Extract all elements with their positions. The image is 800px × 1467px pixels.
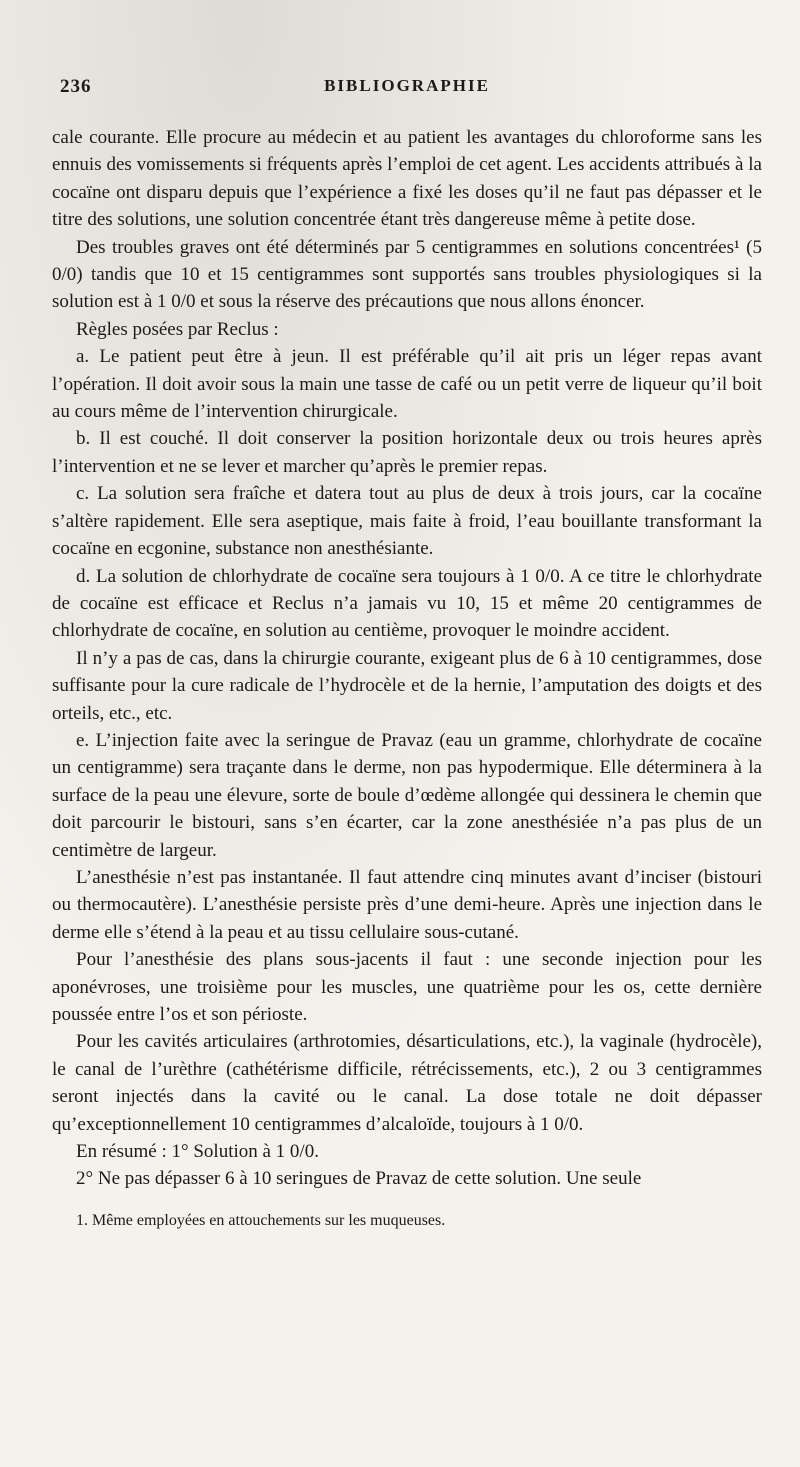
paragraph: L’anesthésie n’est pas instantanée. Il faut attendre cinq minutes avant d’inciser (bistouri ou thermocautère). L’anesthésie persiste près d’une demi-heure. Après une injection dans le derme elle s’étend à la peau et au tissu cellulaire sous-cutané. — [52, 866, 762, 943]
page-number: 236 — [60, 76, 92, 97]
page-header — [52, 76, 762, 106]
paragraph: Il n’y a pas de cas, dans la chirurgie courante, exigeant plus de 6 à 10 centigrammes, dose suffisante pour la cure radicale de l’hydrocèle et de la hernie, l’amputation des doigts et des orteils, etc., etc. — [52, 647, 762, 724]
paragraph: Pour les cavités articulaires (arthrotomies, désarticulations, etc.), la vaginale (hydrocèle), le canal de l’urèthre (cathétérisme difficile, rétrécissements, etc.), 2 ou 3 centigrammes seront injectés dans la cavité ou le canal. La dose totale ne doit dépasser qu’exceptionnellement 10 centigrammes d’alcaloïde, toujours à 1 0/0. — [52, 1031, 762, 1135]
running-title: BIBLIOGRAPHIE — [324, 76, 490, 95]
paragraph-summary-2: 2° Ne pas dépasser 6 à 10 seringues de Pravaz de cette solution. Une seule — [76, 1168, 642, 1190]
paragraph-rule-d: d. La solution de chlorhydrate de cocaïne sera toujours à 1 0/0. A ce titre le chlorhydrate de cocaïne est efficace et Reclus n’a jamais vu 10, 15 et même 20 centigrammes de chlorhydrate de cocaïne, en solution au centième, provoquer le moindre accident. — [52, 565, 762, 642]
footnote-spacer — [52, 1193, 762, 1209]
paragraph-summary: En résumé : 1° Solution à 1 0/0. — [76, 1141, 319, 1163]
paragraph: Règles posées par Reclus : — [76, 318, 279, 340]
paragraph-rule-e: e. L’injection faite avec la seringue de Pravaz (eau un gramme, chlorhydrate de cocaïne un centigramme) sera traçante dans le derme, non pas hypodermique. Elle déterminera à la surface de la peau une élevure, sorte de boule d’œdème allongée qui dessinera le chemin que doit parcourir le bistouri, sans s’en écarter, car la zone anesthésiée n’a pas plus de un centimètre de largeur. — [52, 729, 762, 861]
paragraph: cale courante. Elle procure au médecin et au patient les avantages du chloroforme sans les ennuis des vomissements si fréquents après l’emploi de cet agent. Les accidents attribués à la cocaïne ont disparu depuis que l’expérience a fixé les doses qu’il ne faut pas dépasser et le titre des solutions, une solution concentrée étant très dangereuse même à petite dose. — [52, 127, 762, 231]
paragraph: Pour l’anesthésie des plans sous-jacents il faut : une seconde injection pour les aponévroses, une troisième pour les muscles, une quatrième pour les os, cette dernière poussée entre l’os et son périoste. — [52, 949, 762, 1025]
paragraph-rule-a: a. Le patient peut être à jeun. Il est préférable qu’il ait pris un léger repas avant l’opération. Il doit avoir sous la main une tasse de café ou un petit verre de liqueur qu’il boit au cours même de l’intervention chirurgicale. — [52, 346, 762, 423]
paragraph: Des troubles graves ont été déterminés par 5 centigrammes en solutions concentrées¹ (5 0/0) tandis que 10 et 15 centigrammes sont supportés sans troubles physiologiques si la solution est à 1 0/0 et sous la réserve des précautions que nous allons énoncer. — [52, 236, 762, 313]
body-text — [52, 124, 762, 1193]
paragraph-rule-c: c. La solution sera fraîche et datera tout au plus de deux à trois jours, car la cocaïne s’altère rapidement. Elle sera aseptique, mais faite à froid, l’eau bouillante transformant la cocaïne en ecgonine, substance non anesthésiante. — [52, 483, 762, 560]
footnote: 1. Même employées en attouchements sur les muqueuses. — [76, 1211, 446, 1229]
paragraph-rule-b: b. Il est couché. Il doit conserver la position horizontale deux ou trois heures après l’intervention et ne se lever et marcher qu’après le premier repas. — [52, 428, 762, 477]
